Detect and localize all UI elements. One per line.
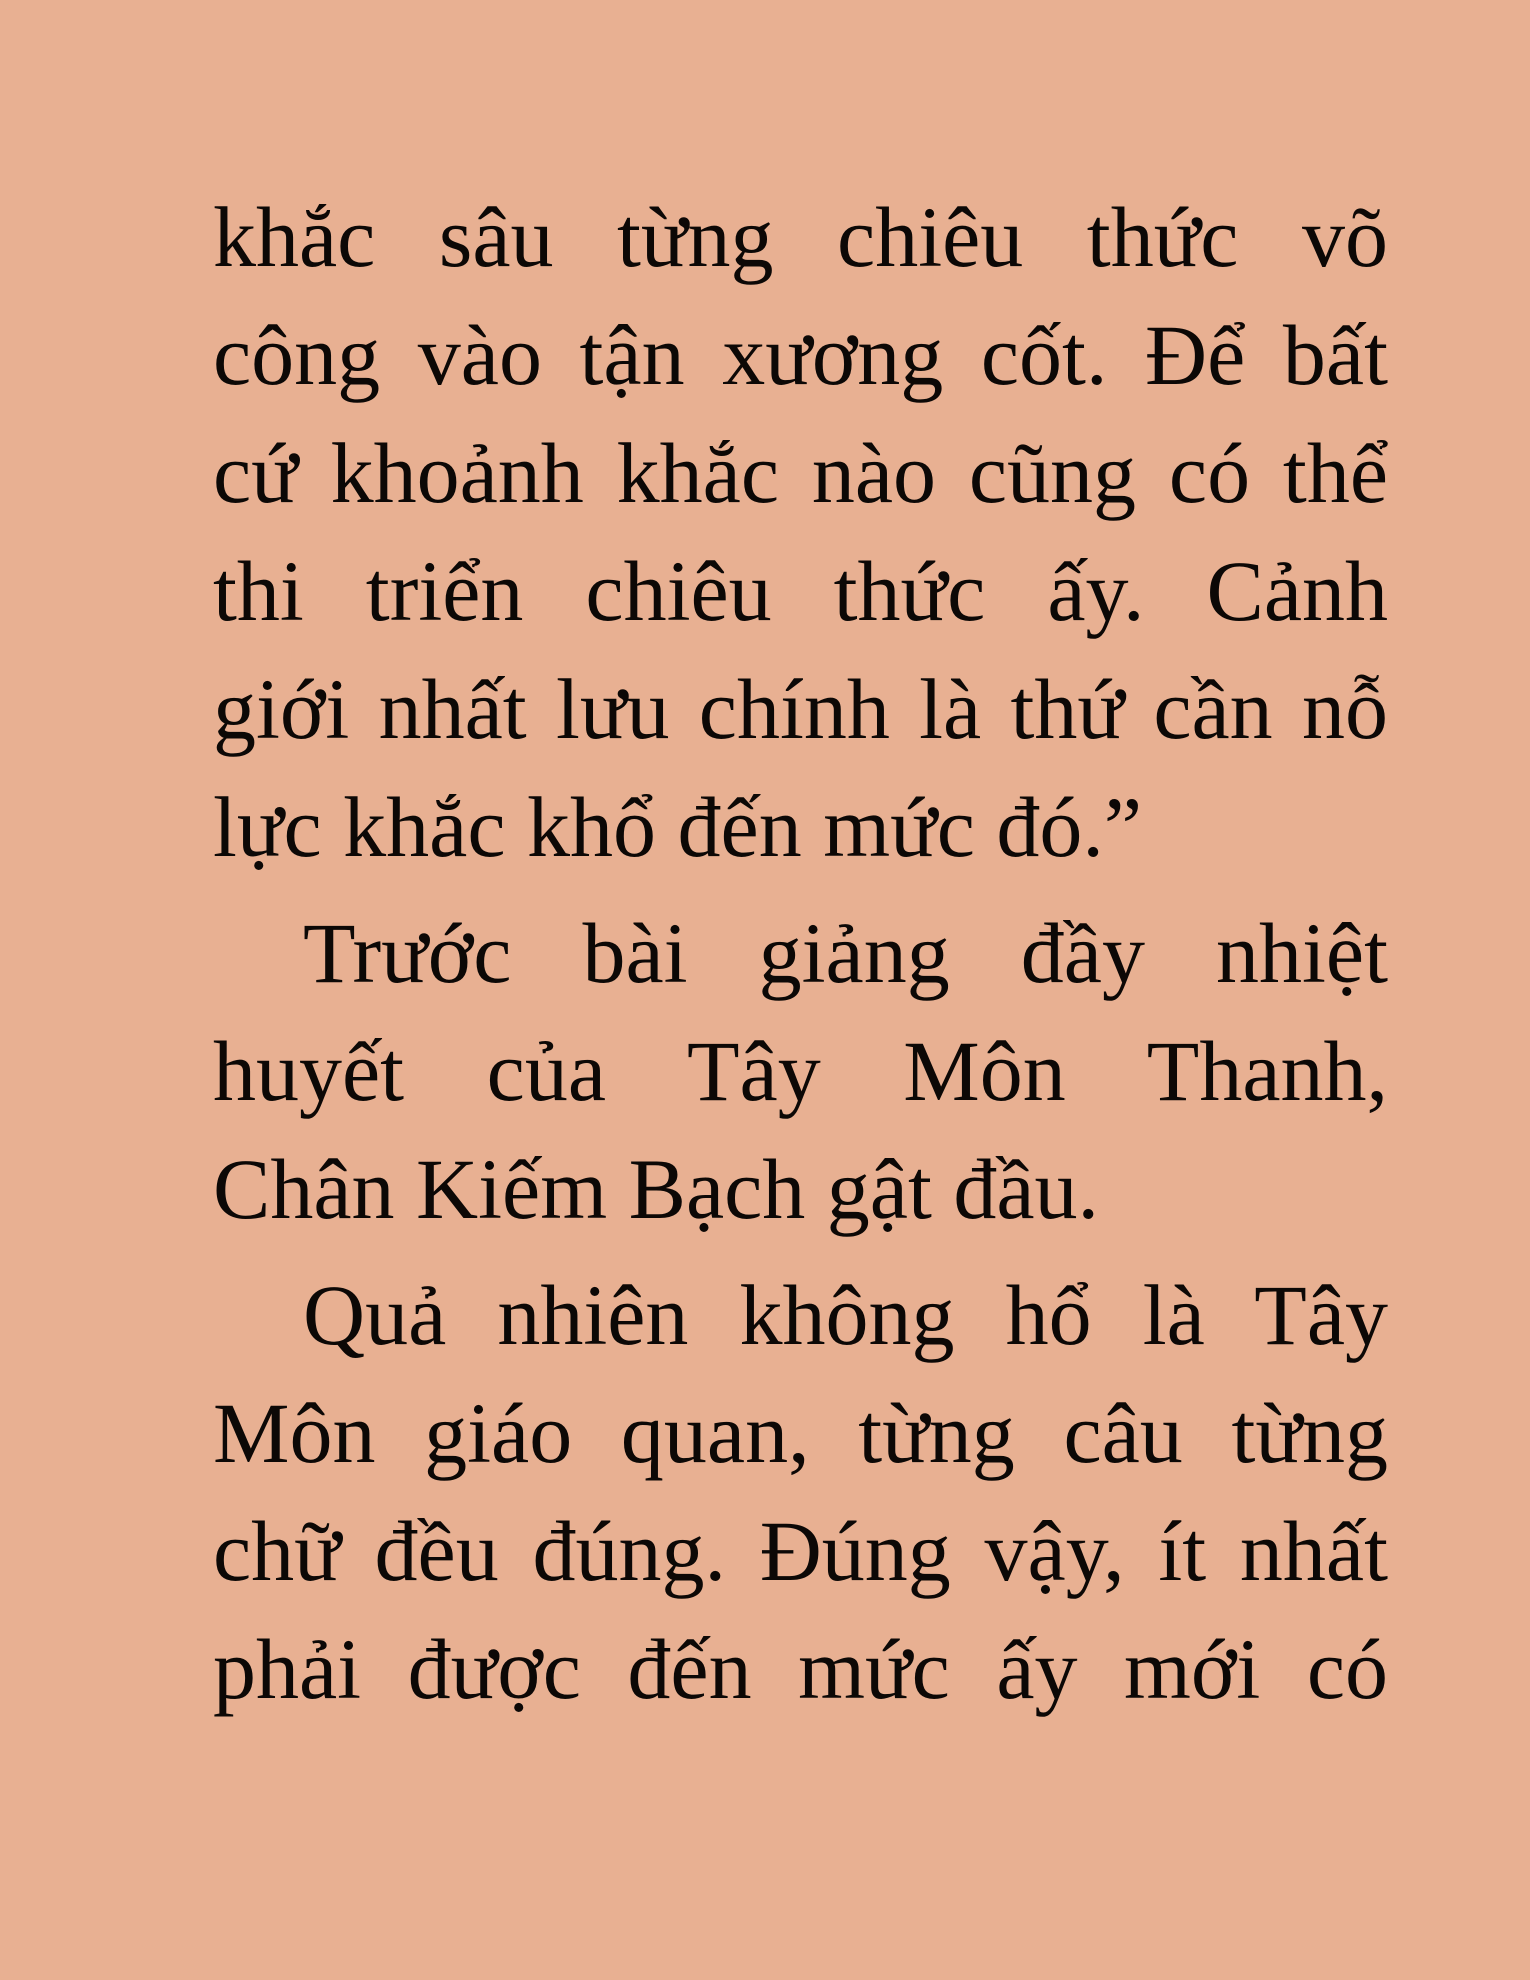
text-line: thi triển chiêu thức ấy. Cảnh	[213, 543, 1388, 639]
text-line: huyết của Tây Môn Thanh,	[213, 1023, 1388, 1119]
text-line: chữ đều đúng. Đúng vậy, ít nhất	[213, 1503, 1388, 1599]
paragraph-2	[213, 894, 1388, 1248]
paragraph-1	[213, 178, 1388, 886]
book-page-text	[213, 178, 1388, 1728]
text-line: khắc sâu từng chiêu thức võ	[213, 189, 1388, 285]
text-line: giới nhất lưu chính là thứ cần nỗ	[213, 661, 1388, 757]
text-line: cứ khoảnh khắc nào cũng có thể	[213, 425, 1388, 521]
text-line: Chân Kiếm Bạch gật đầu.	[213, 1141, 1100, 1237]
text-line: Quả nhiên không hổ là Tây	[303, 1267, 1388, 1363]
text-line: công vào tận xương cốt. Để bất	[213, 307, 1388, 403]
text-line: phải được đến mức ấy mới có	[213, 1621, 1388, 1717]
text-line: Trước bài giảng đầy nhiệt	[303, 905, 1388, 1001]
text-line: Môn giáo quan, từng câu từng	[213, 1385, 1388, 1481]
text-line: lực khắc khổ đến mức đó.”	[213, 779, 1143, 875]
paragraph-3	[213, 1256, 1388, 1728]
